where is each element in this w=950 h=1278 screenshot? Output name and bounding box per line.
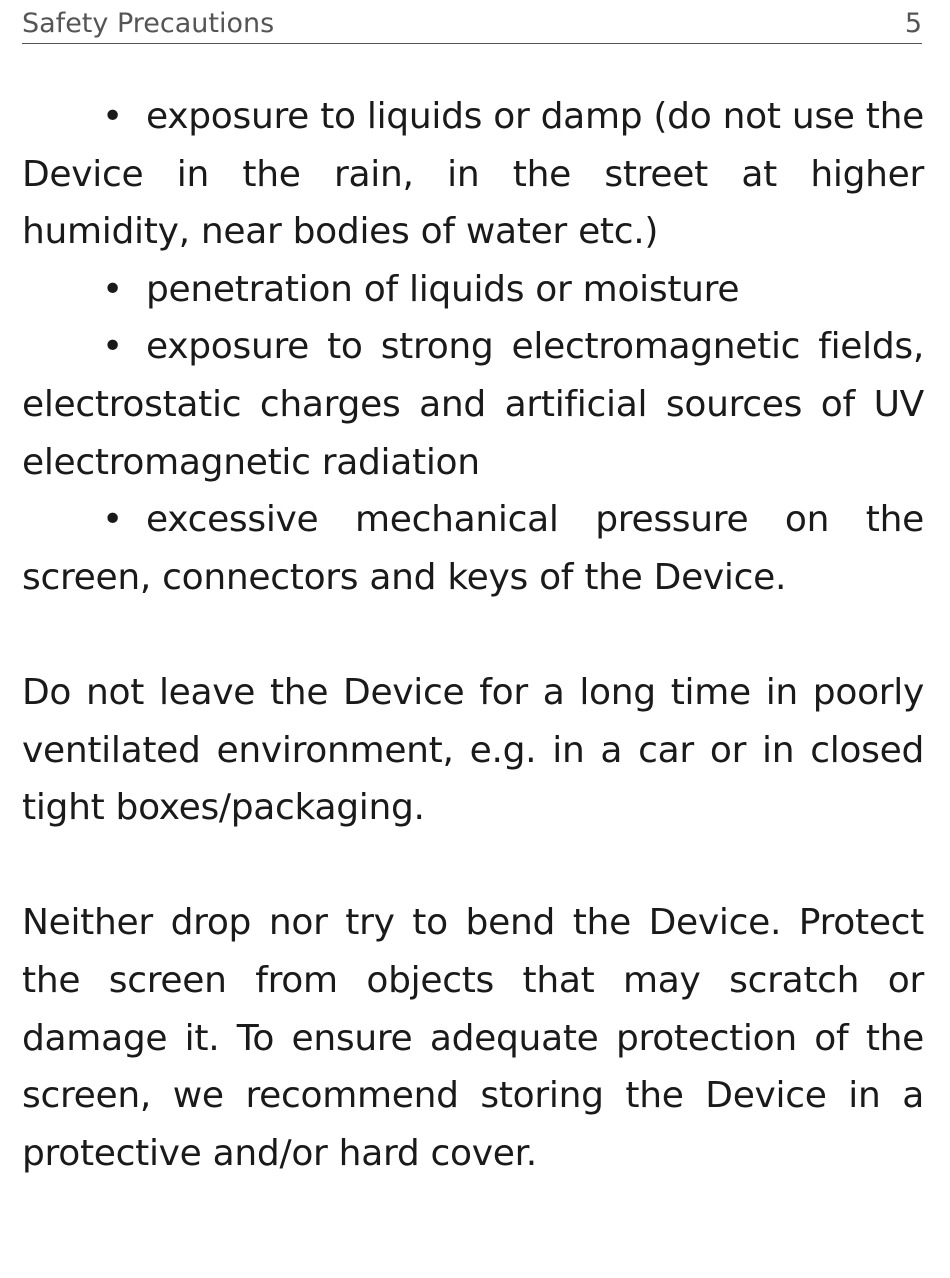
section-title: Safety Precautions bbox=[22, 8, 275, 39]
bullet-dot-icon: • bbox=[102, 268, 123, 310]
paragraph-ventilation: Do not leave the Device for a long time in poorly ventilated environment, e.g. in a car or in closed tight boxes/packaging. bbox=[22, 671, 924, 829]
bullet-text: exposure to strong electromagnetic fields, electrostatic charges and artificial sources of UV electromagnetic radiation bbox=[22, 326, 924, 483]
page-content bbox=[22, 88, 924, 1182]
bullet-text: exposure to liquids or damp (do not use the Device in the rain, in the street at higher humidity, near bodies of water etc.) bbox=[22, 96, 924, 253]
bullet-item bbox=[22, 491, 924, 606]
bullet-item bbox=[22, 318, 924, 491]
bullet-text: penetration of liquids or moisture bbox=[146, 268, 740, 310]
bullet-dot-icon: • bbox=[102, 499, 123, 541]
paragraph-spacer bbox=[22, 837, 924, 895]
bullet-item bbox=[22, 88, 924, 261]
bullet-dot-icon: • bbox=[102, 326, 123, 368]
bullet-item bbox=[22, 261, 924, 319]
bullet-text: excessive mechanical pressure on the screen, connectors and keys of the Device. bbox=[22, 499, 924, 598]
bullet-dot-icon: • bbox=[102, 96, 123, 137]
page-header bbox=[22, 6, 922, 44]
paragraph-spacer bbox=[22, 606, 924, 664]
page-number: 5 bbox=[904, 8, 922, 39]
paragraph-protection: Neither drop nor try to bend the Device. Protect the screen from objects that may scratch or damage it. To ensure adequate protection of the screen, we recommend storing the Device in a protective and/or hard cover. bbox=[22, 902, 924, 1174]
